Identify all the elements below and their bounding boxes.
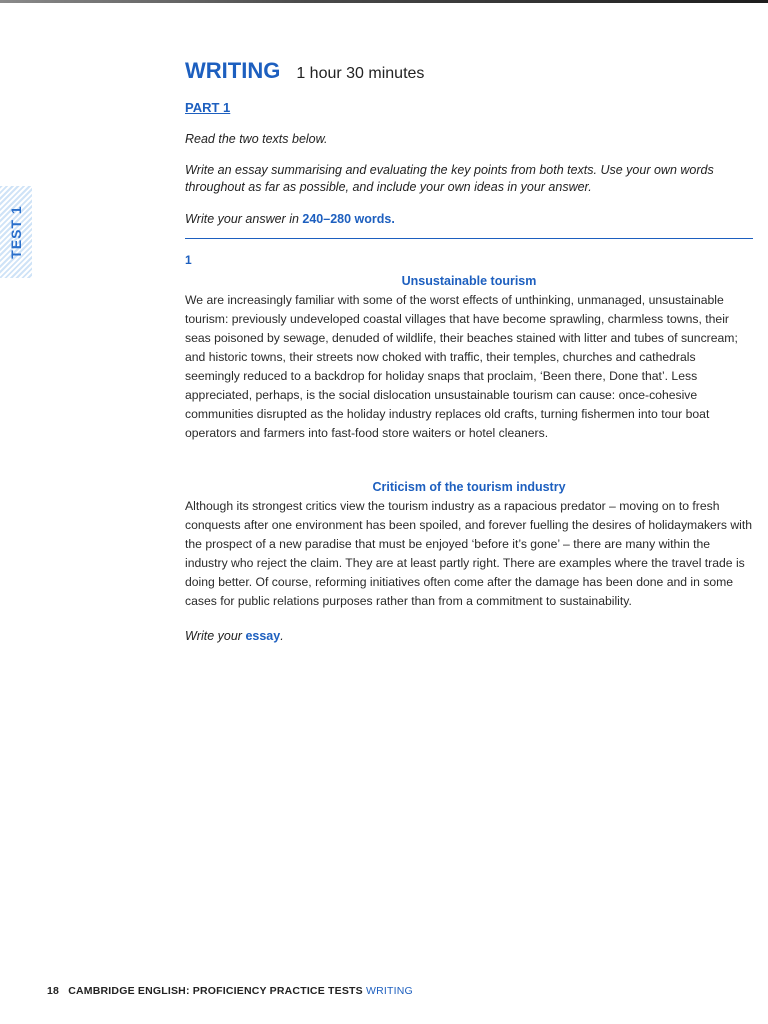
side-tab-label: TEST 1 <box>8 205 24 259</box>
instruction-essay: Write an essay summarising and evaluating the key points from both texts. Use your own words throughout as far as possible, and include your own ideas in your answer. <box>185 163 714 194</box>
page-content <box>185 58 753 645</box>
top-rule <box>0 0 768 3</box>
question-number: 1 <box>185 253 192 267</box>
text2-body: Although its strongest critics view the tourism industry as a rapacious predator – moving on to fresh conquests after one environment has been spoiled, and forever fuelling the desires of holidaymakers with the prospect of a new paradise that must be enjoyed ‘before it’s gone’ – there are many within the industry who reject the claim. They are at least partly right. There are examples where the travel trade is doing better. Of course, reforming initiatives often come after the damage has been done and in some cases for public relations purposes rather than from a commitment to sustainability. <box>185 499 753 608</box>
instruction-answer <box>185 211 753 228</box>
text2-heading: Criticism of the tourism industry <box>372 480 566 494</box>
instruction-read: Read the two texts below. <box>185 132 328 146</box>
page-footer <box>47 985 413 997</box>
page-title: WRITING <box>185 58 281 83</box>
task-prefix: Write your <box>185 629 246 643</box>
word-count: 240–280 words. <box>302 212 395 226</box>
footer-section: WRITING <box>366 985 413 997</box>
test-side-tab <box>0 186 32 278</box>
task-instruction <box>185 628 753 645</box>
task-suffix: . <box>280 629 284 643</box>
text1-heading: Unsustainable tourism <box>401 274 537 288</box>
text1-body: We are increasingly familiar with some of the worst effects of unthinking, unmanaged, unsustainable tourism: previously undeveloped coastal villages that have become sprawling, charmless towns, their seas poisoned by sewage, denuded of wildlife, their beaches stained with litter and tubes of suncream; and historic towns, their streets now choked with traffic, their temples, churches and cathedrals seemingly reduced to a backdrop for holiday snaps that proclaim, ‘Been there, Done that’. Less appreciated, perhaps, is the social dislocation unsustainable tourism can cause: once-cohesive communities disrupted as the holiday industry replaces old crafts, turning fishermen into tour boat operators and farmers into fast-food store waiters or hotel cleaners. <box>185 293 738 440</box>
task-word: essay <box>245 629 281 643</box>
page-number: 18 <box>47 985 60 997</box>
book-title: CAMBRIDGE ENGLISH: PROFICIENCY PRACTICE TESTS <box>68 985 363 997</box>
answer-prefix: Write your answer in <box>185 212 303 226</box>
title-row <box>185 58 753 84</box>
divider <box>185 238 753 239</box>
duration: 1 hour 30 minutes <box>296 65 425 82</box>
part-label: PART 1 <box>185 100 231 115</box>
